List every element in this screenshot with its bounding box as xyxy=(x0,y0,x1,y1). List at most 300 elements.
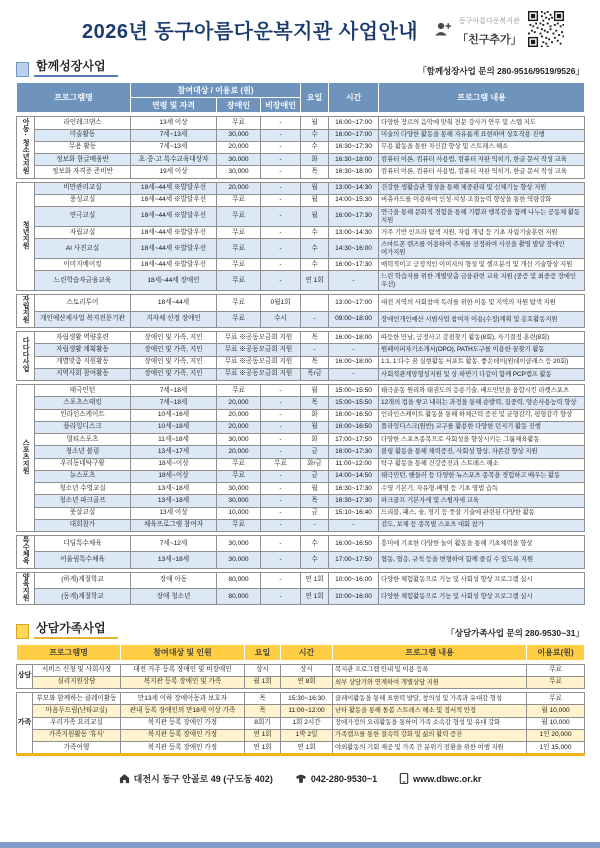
cell-fee-nondisabled: - xyxy=(261,117,301,129)
cell-age-qualification: 초·중·고 특수교육대상자 xyxy=(131,154,217,166)
cell-program-content: 1:1, 1:다수 꿈 실현활동 서포트 활동, 좋은데이(원데이클래스 등 20회) xyxy=(379,356,585,368)
cell-program-name: 이미지메이킹 xyxy=(35,259,131,271)
col-program: 프로그램명 xyxy=(17,83,131,113)
cell-program-name: (하계)계절학교 xyxy=(35,572,131,588)
cell-time: 17:00~17:50 xyxy=(329,434,379,446)
cell-program-name: 자립교실 xyxy=(35,227,131,239)
cell-day: 수 xyxy=(301,552,329,568)
cell-program-name: 가족여행 xyxy=(33,742,121,755)
cell-program-name: 태극민턴 xyxy=(35,385,131,397)
program-group-table xyxy=(16,692,585,756)
cell-program-content: 스마트폰 렌즈를 이용하여 주제를 선정하여 사진을 촬영 발달 장애인 여가지원 xyxy=(379,239,585,259)
cell-time: 13:00~17:00 xyxy=(329,295,379,311)
cell-time: - xyxy=(329,519,379,531)
cell-fee-disabled: 무료 xyxy=(217,259,261,271)
device-icon xyxy=(399,773,409,784)
cell-program-name: 뉴스포츠 xyxy=(35,470,131,482)
cell-age-qualification: 13세~17세 xyxy=(131,446,217,458)
section1-contact-note: 「함께성장사업 문의 280-9516/9519/9526」 xyxy=(418,66,584,76)
cell-fee-disabled: 20,000 xyxy=(217,397,261,409)
cell-time: 1회 2시간 xyxy=(281,717,333,729)
cell-target: 복지관 등록 장애인 가정 xyxy=(121,717,245,729)
cell-fee-nondisabled: - xyxy=(261,572,301,588)
cell-fee-nondisabled: - xyxy=(261,397,301,409)
cell-program-name: 청소년 파크골프 xyxy=(35,495,131,507)
cell-program-content: 드리블, 패스, 슛, 경기 등 풋살 기술에 관련된 다양한 활동 xyxy=(379,507,585,519)
cell-day: 목 xyxy=(301,356,329,368)
cell-time: - xyxy=(329,271,379,291)
cell-fee-disabled: 80,000 xyxy=(217,589,261,605)
program-row xyxy=(17,259,585,271)
cell-age-qualification: 18세~44세 ※발달우선 xyxy=(131,227,217,239)
cell-time: 14:00~14:50 xyxy=(329,470,379,482)
program-row xyxy=(17,141,585,153)
cell-program-content: 협동, 협응, 규칙 등을 변형하여 함께 즐길 수 있도록 지원 xyxy=(379,552,585,568)
program-row xyxy=(17,717,585,729)
house-icon xyxy=(119,773,130,784)
program-row xyxy=(17,519,585,531)
cell-fee-disabled: 10,000 xyxy=(217,507,261,519)
cell-age-qualification: 장애인 및 가족, 지인 xyxy=(131,356,217,368)
cell-day: 연 1회 xyxy=(301,589,329,605)
cell-fee-nondisabled: - xyxy=(261,535,301,551)
cell-program-content: 거주 기반 인프라 탐색 지원, 자립 개념 등 기초 자립기술훈련 지원 xyxy=(379,227,585,239)
cell-day: 월 xyxy=(301,182,329,194)
cell-program-content: 외부 상담가와 연계하여 개별상담 지원 xyxy=(333,676,527,688)
cell-program-content: 따듯한 만남, 긍정사고 강점찾기 활동(8회), 자기결정 훈련(8회) xyxy=(379,332,585,344)
col-fee-nondisabled: 비장애인 xyxy=(261,98,301,113)
section2-bar xyxy=(16,619,584,639)
cell-fee-disabled: 80,000 xyxy=(217,572,261,588)
program-row xyxy=(17,535,585,551)
cell-day: 월 xyxy=(301,483,329,495)
program-row xyxy=(17,470,585,482)
group-label: 양육지원 xyxy=(17,572,35,605)
cell-program-content: 원페이퍼자기소개서(OPO), PATH도구를 이용한 꿈찾기 활동 xyxy=(379,344,585,356)
page-bottom-accent-bar xyxy=(0,842,600,848)
cell-program-content: 다양한 체험활동으로 기능 및 사회성 향상 프로그램 실시 xyxy=(379,589,585,605)
cell-time: 16:00~18:00 xyxy=(329,332,379,344)
col-target: 참여대상 및 인원 xyxy=(121,645,245,660)
cell-fee-nondisabled: - xyxy=(261,259,301,271)
cell-fee-nondisabled: - xyxy=(261,271,301,291)
person-plus-icon xyxy=(434,21,451,38)
cell-fee-disabled: 30,000 xyxy=(217,129,261,141)
cell-program-name: (동계)계절학교 xyxy=(35,589,131,605)
cell-program-content: 검도, 보체 등 종목별 스포츠 대회 참가 xyxy=(379,519,585,531)
cell-program-content: 건강한 생활습관 형성을 통해 체중관리 및 신체기능 향상 지원 xyxy=(379,182,585,194)
program-row xyxy=(17,507,585,519)
footer xyxy=(16,772,584,785)
footer-website[interactable]: www.dbwc.or.kr xyxy=(399,773,481,784)
cell-fee-disabled: 무료 xyxy=(217,470,261,482)
cell-fee-nondisabled: - xyxy=(261,409,301,421)
cell-day: 목 xyxy=(245,705,281,717)
counsel-table-header xyxy=(16,644,585,660)
cell-fee-disabled: 무료 xyxy=(217,519,261,531)
cell-fee-nondisabled: - xyxy=(261,207,301,227)
cell-fee-nondisabled: - xyxy=(261,470,301,482)
program-group-table xyxy=(16,384,585,532)
cell-time: 연 1회 xyxy=(281,742,333,755)
program-row xyxy=(17,458,585,470)
cell-time: 11:00~12:00 xyxy=(281,705,333,717)
cell-age-qualification: 18세~44세 ※발달우선 xyxy=(131,194,217,206)
section1-bullet-icon xyxy=(16,62,29,77)
cell-time: 10:00~16:00 xyxy=(329,572,379,588)
cell-time: 16:00~16:50 xyxy=(329,409,379,421)
cell-fee-nondisabled: - xyxy=(261,446,301,458)
program-group-table xyxy=(16,664,585,689)
cell-fee-disabled: 30,000 xyxy=(217,166,261,178)
program-row xyxy=(17,295,585,311)
cell-target: 만13세 이하 장애아동과 보호자 xyxy=(121,693,245,705)
program-row xyxy=(17,495,585,507)
cell-day: 월 xyxy=(301,421,329,433)
cell-age-qualification: 장애인 및 가족, 지인 xyxy=(131,344,217,356)
cell-program-content: 장애인개인예산 시범사업 참여자 이용(수정)계획 및 옹호활동지원 xyxy=(379,311,585,327)
cell-age-qualification: 7세~18세 xyxy=(131,385,217,397)
cell-fee-disabled: 30,000 xyxy=(217,495,261,507)
cell-fee-nondisabled: - xyxy=(261,154,301,166)
cell-time: 상시 xyxy=(281,664,333,676)
program-row xyxy=(17,129,585,141)
cell-age-qualification: 18세~44세 ※발달우선 xyxy=(131,182,217,194)
cell-day: 금 xyxy=(301,470,329,482)
cell-program-name: 느린학습자금융교육 xyxy=(35,271,131,291)
cell-age-qualification: 19세 이상 xyxy=(131,166,217,178)
program-row xyxy=(17,397,585,409)
cell-time: 15:30~16:30 xyxy=(281,693,333,705)
cell-program-content: 흥미에 기초한 다양한 놀이 활동을 통해 기초체력을 향상 xyxy=(379,535,585,551)
cell-target: 복지관 등록 장애인 가정 xyxy=(121,729,245,741)
cell-age-qualification: 18세~이상 xyxy=(131,458,217,470)
cell-fee-nondisabled: - xyxy=(261,421,301,433)
group-label: 아동·청소년지원 xyxy=(17,117,35,178)
cell-day: 목 xyxy=(301,332,329,344)
section2-bullet-icon xyxy=(16,624,29,639)
cell-fee-disabled: 30,000 xyxy=(217,535,261,551)
cell-time: - xyxy=(329,368,379,380)
group-label: 상담 xyxy=(17,664,33,688)
cell-time: - xyxy=(329,344,379,356)
cell-fee-disabled: 20,000 xyxy=(217,409,261,421)
cell-program-content: 태극운동 원리와 태권도의 응용기술, 배드민턴을 융합시킨 라켓스포츠 xyxy=(379,385,585,397)
program-row xyxy=(17,166,585,178)
cell-fee-disabled: 무료 xyxy=(217,239,261,259)
page-title: 2026년 동구아름다운복지관 사업안내 xyxy=(82,20,419,43)
cell-age-qualification: 18세~44세 xyxy=(131,295,217,311)
program-group-table xyxy=(16,331,585,381)
cell-fee-nondisabled: 수시 xyxy=(261,311,301,327)
cell-program-content: 가족캠프를 통한 결속력 강화 및 삶의 활력 증진 xyxy=(333,729,527,741)
program-row xyxy=(17,421,585,433)
cell-time: 16:00~17:00 xyxy=(329,117,379,129)
program-row xyxy=(17,356,585,368)
cell-day: 월 xyxy=(301,194,329,206)
cell-fee-disabled: 무료 xyxy=(217,207,261,227)
group-label: 다다다사업 xyxy=(17,332,35,381)
cell-age-qualification: 7세~13세 xyxy=(131,129,217,141)
cell-time: 16:30~17:30 xyxy=(329,141,379,153)
cell-fee-nondisabled: - xyxy=(261,483,301,495)
cell-program-name: 미술활동 xyxy=(35,129,131,141)
cell-fee: 무료 xyxy=(527,664,585,676)
cell-day: 수 xyxy=(301,227,329,239)
cell-fee-nondisabled: - xyxy=(261,182,301,194)
cell-program-content: 수영 기본기, 자유형·배영 등 기초 영법 습득 xyxy=(379,483,585,495)
cell-program-name: 자립생활 역량훈련 xyxy=(35,332,131,344)
cell-day: 금 xyxy=(301,446,329,458)
cell-fee-disabled: 무료 xyxy=(217,271,261,291)
cell-program-content: 연극을 통해 문화적 경험을 통해 기쁨과 행복감을 함께 나누는 공동체 활동 지원 xyxy=(379,207,585,227)
program-row xyxy=(17,368,585,380)
cell-time: 09:00~18:00 xyxy=(329,311,379,327)
cell-time: 14:00~15:30 xyxy=(329,194,379,206)
cell-time: 16:30~18:00 xyxy=(329,154,379,166)
cell-age-qualification: 10세~18세 xyxy=(131,421,217,433)
cell-fee-nondisabled: - xyxy=(261,495,301,507)
cell-fee: 월 10,000 xyxy=(527,705,585,717)
cell-fee-nondisabled: - xyxy=(261,589,301,605)
cell-time: 16:00~17:30 xyxy=(329,207,379,227)
cell-day: 연 1회 xyxy=(245,742,281,755)
cell-program-name: 마음두드림(난타교실) xyxy=(33,705,121,717)
cell-fee: 무료 xyxy=(527,676,585,688)
cell-program-content: 느린 학습자를 위한 개별맞춤 금융관련 교육 지원 (중증 및 최중증 장애인 우선) xyxy=(379,271,585,291)
cell-age-qualification: 13세~18세 xyxy=(131,483,217,495)
cell-fee-nondisabled: - xyxy=(261,552,301,568)
program-row xyxy=(17,332,585,344)
cell-time: 11:00~12:00 xyxy=(329,458,379,470)
cell-program-content: 플라잉디스크(원반) 교구를 활용한 다양한 던지기 활동 진행 xyxy=(379,421,585,433)
cell-fee-nondisabled: - xyxy=(261,129,301,141)
cell-program-name: 멀티스포츠 xyxy=(35,434,131,446)
cell-fee-disabled: 20,000 xyxy=(217,446,261,458)
program-row xyxy=(17,227,585,239)
cell-day: 화/금 xyxy=(301,458,329,470)
cell-day: 목 xyxy=(301,166,329,178)
program-row xyxy=(17,344,585,356)
cell-time: 17:00~17:50 xyxy=(329,552,379,568)
group-label: 자립지원 xyxy=(17,295,35,328)
cell-age-qualification: 18세~44세 ※발달우선 xyxy=(131,207,217,227)
cell-fee-disabled: 무료 xyxy=(217,117,261,129)
cell-program-content: 12개의 컵을 쌓고 내리는 과정을 통해 순발력, 집중력, 양손사용능력 향상 xyxy=(379,397,585,409)
cell-fee-disabled: 무료 xyxy=(217,385,261,397)
friend-add-button[interactable] xyxy=(434,9,522,49)
cell-fee-nondisabled: 무료 xyxy=(261,458,301,470)
cell-program-name: 스토리투어 xyxy=(35,295,131,311)
footer-phone: 042-280-9530~1 xyxy=(295,773,377,784)
col-content: 프로그램 내용 xyxy=(333,645,527,660)
program-row xyxy=(17,271,585,291)
cell-program-content: 대전 지역의 사회참여 독려를 위한 이동 및 지역의 자원 탐색 지원 xyxy=(379,295,585,311)
program-row xyxy=(17,742,585,755)
qr-code xyxy=(528,11,564,47)
cell-fee-nondisabled: - xyxy=(261,385,301,397)
program-row xyxy=(17,385,585,397)
cell-fee-nondisabled: - xyxy=(261,227,301,239)
cell-target: 복지관 등록 장애인 및 가족 xyxy=(121,676,245,688)
cell-time: 16:00~16:50 xyxy=(329,535,379,551)
cell-age-qualification: 10세~16세 xyxy=(131,409,217,421)
footer-address: 대전시 동구 안골로 49 (구도동 402) xyxy=(119,772,273,785)
cell-fee-disabled: 30,000 xyxy=(217,552,261,568)
cell-program-name: 개별맞춤 지원활동 xyxy=(35,356,131,368)
cell-age-qualification: 장애 청소년 xyxy=(131,589,217,605)
friend-add-text xyxy=(457,9,522,49)
cell-time: 16:00~17:30 xyxy=(329,446,379,458)
program-group-table xyxy=(16,535,585,569)
cell-program-content: 컴퓨터 이론, 컴퓨터 사용법, 컴퓨터 자판 익히기, 한글 문서 작성 교육 xyxy=(379,154,585,166)
cell-fee-nondisabled: - xyxy=(261,519,301,531)
cell-day: 목 xyxy=(301,495,329,507)
cell-day: 목 xyxy=(245,693,281,705)
cell-program-name: 부모와 함께하는 클레이활동 xyxy=(33,693,121,705)
cell-age-qualification: 지자체 선정 장애인 xyxy=(131,311,217,327)
cell-time: 16:30~17:30 xyxy=(329,495,379,507)
cell-program-name: 디딤특수체육 xyxy=(35,535,131,551)
cell-fee-disabled: 무료 ※공동모금회 지원 xyxy=(217,368,301,380)
cell-program-name: 가족지원활동 '휴식' xyxy=(33,729,121,741)
program-row xyxy=(17,693,585,705)
cell-day: 월 1회 xyxy=(245,676,281,688)
growth-table-header xyxy=(16,82,585,113)
cell-fee-nondisabled: - xyxy=(261,239,301,259)
cell-time: 16:30~18:00 xyxy=(329,166,379,178)
cell-program-content: 컴퓨터 이론, 컴퓨터 사용법, 컴퓨터 자판 익히기, 한글 문서 작성 교육 xyxy=(379,166,585,178)
cell-time: 16:00~16:50 xyxy=(329,421,379,433)
cell-day: 수 xyxy=(301,129,329,141)
cell-program-content: 미술의 다양한 활동을 통해 자유롭게 표현하며 상호작용 진행 xyxy=(379,129,585,141)
cell-program-content: 클레이활동을 통해 표현력 발달, 창의성 및 가족과 유대감 형성 xyxy=(333,693,527,705)
cell-day: 월 xyxy=(301,117,329,129)
cell-day: 연 1회 xyxy=(245,729,281,741)
program-row xyxy=(17,664,585,676)
cell-fee-disabled: 무료 xyxy=(217,295,261,311)
cell-fee-nondisabled: - xyxy=(261,166,301,178)
cell-age-qualification: 7세~12세 xyxy=(131,535,217,551)
cell-program-name: 심리지원상담 xyxy=(33,676,121,688)
program-row xyxy=(17,729,585,741)
cell-age-qualification: 13세 이상 xyxy=(131,507,217,519)
cell-program-content: 복지관 프로그램 안내 및 이용 등록 xyxy=(333,664,527,676)
program-row xyxy=(17,182,585,194)
cell-age-qualification: 장애인 및 가족, 지인 xyxy=(131,368,217,380)
cell-program-content: 버츄카드를 이용하여 인성·지성·조절능력 향상을 통한 역량강화 xyxy=(379,194,585,206)
program-row xyxy=(17,154,585,166)
cell-day: - xyxy=(301,344,329,356)
cell-program-name: 비만관리교실 xyxy=(35,182,131,194)
section1-bar xyxy=(16,57,584,77)
org-name: 동구아름다운복지관 xyxy=(458,18,520,25)
cell-program-content: 다양한 스포츠종목으로 사회성을 향상시키는 그룹체육활동 xyxy=(379,434,585,446)
cell-fee-disabled: 무료 xyxy=(217,227,261,239)
col-time: 시간 xyxy=(329,83,379,113)
cell-program-name: 개인예산제사업 복지전문기관 xyxy=(35,311,131,327)
cell-program-content: 장애가정의 요리활동을 통하여 가족 소속감 형성 및 유대 강화 xyxy=(333,717,527,729)
program-row xyxy=(17,434,585,446)
cell-fee-disabled: 무료 xyxy=(217,458,261,470)
cell-fee-disabled: 무료 ※공동모금회 지원 xyxy=(217,356,301,368)
cell-time: 16:00~17:30 xyxy=(329,259,379,271)
cell-program-name: 지역사회 참여활동 xyxy=(35,368,131,380)
cell-day: 상시 xyxy=(245,664,281,676)
cell-program-content: 태극민턴, 핸들러 등 다양한 뉴스포츠 종목을 경험하고 배우는 활동 xyxy=(379,470,585,482)
cell-time: 13:00~14:30 xyxy=(329,182,379,194)
section2-title: 상담가족사업 xyxy=(34,619,118,639)
cell-day: 연 1회 xyxy=(301,271,329,291)
cell-fee-disabled: 무료 ※공동모금회 지원 xyxy=(217,332,301,344)
friend-add-label: 「친구추가」 xyxy=(457,34,522,46)
cell-age-qualification: 18세~44세 장애인 xyxy=(131,271,217,291)
program-row xyxy=(17,705,585,717)
cell-program-name: 자립생활 계획활동 xyxy=(35,344,131,356)
cell-day: 화 xyxy=(301,409,329,421)
cell-fee-disabled: 30,000 xyxy=(217,483,261,495)
phone-icon xyxy=(295,773,307,784)
cell-program-name: 서비스 신청 및 사회사정 xyxy=(33,664,121,676)
cell-day: - xyxy=(301,519,329,531)
cell-program-content: 다양한 체험활동으로 기능 및 사회성 향상 프로그램 실시 xyxy=(379,572,585,588)
cell-fee-nondisabled: - xyxy=(261,194,301,206)
cell-day: 수 xyxy=(301,259,329,271)
cell-fee-disabled: 무료 xyxy=(217,194,261,206)
cell-target: 관내 등록 장애인의 만18세 이상 가족 xyxy=(121,705,245,717)
cell-program-content: 야외활동의 기회 제공 및 가족 간 분위기 전환을 위한 여행 지원 xyxy=(333,742,527,755)
cell-program-name: 인라인스케이트 xyxy=(35,409,131,421)
cell-day: 월 xyxy=(301,385,329,397)
cell-program-name: 정보화 한글배움반 xyxy=(35,154,131,166)
col-fee-disabled: 장애인 xyxy=(217,98,261,113)
col-target-fee: 참여대상 / 이용료 (원) xyxy=(131,83,301,98)
cell-program-name: 연극교실 xyxy=(35,207,131,227)
cell-time: 15:10~16:40 xyxy=(329,507,379,519)
cell-day: 연 1회 xyxy=(301,572,329,588)
cell-day: 금 xyxy=(301,507,329,519)
program-row xyxy=(17,117,585,129)
cell-day: 월 xyxy=(301,207,329,227)
col-day: 요일 xyxy=(301,83,329,113)
group-label: 청년지원 xyxy=(17,182,35,291)
cell-fee-disabled: 20,000 xyxy=(217,421,261,433)
cell-fee-nondisabled: - xyxy=(261,141,301,153)
program-row xyxy=(17,311,585,327)
section2-contact-note: 「상담가족사업 문의 280-9530~31」 xyxy=(446,628,584,639)
cell-program-name: 청소년 수영교실 xyxy=(35,483,131,495)
col-fee: 이용료(원) xyxy=(527,645,585,660)
cell-program-name: 청소년 볼링 xyxy=(35,446,131,458)
col-time: 시간 xyxy=(281,645,333,660)
col-day: 요일 xyxy=(245,645,281,660)
cell-program-name: 풍성교실 xyxy=(35,194,131,206)
growth-program-groups xyxy=(16,116,584,605)
cell-fee-disabled: 무료 ※공동모금회 지원 xyxy=(217,344,301,356)
cell-fee: 1인 15,000 xyxy=(527,742,585,755)
cell-age-qualification: 7세~13세 xyxy=(131,141,217,153)
program-row xyxy=(17,676,585,688)
cell-age-qualification: 13세~18세 xyxy=(131,495,217,507)
cell-program-content: 매력적이고 긍정적인 이미지의 형성 및 셀프분석 및 개선 기술향상 지원 xyxy=(379,259,585,271)
cell-target: 복지관 등록 장애인 가정 xyxy=(121,742,245,755)
group-label: 특수체육 xyxy=(17,535,35,568)
cell-program-content: 볼링 활동을 통해 체력증진, 사회성 향상, 자존감 향상 지원 xyxy=(379,446,585,458)
program-group-table xyxy=(16,116,585,178)
cell-program-name: AI 사진교실 xyxy=(35,239,131,259)
cell-program-name: 스포츠스태킹 xyxy=(35,397,131,409)
cell-age-qualification: 13세 이상 xyxy=(131,117,217,129)
